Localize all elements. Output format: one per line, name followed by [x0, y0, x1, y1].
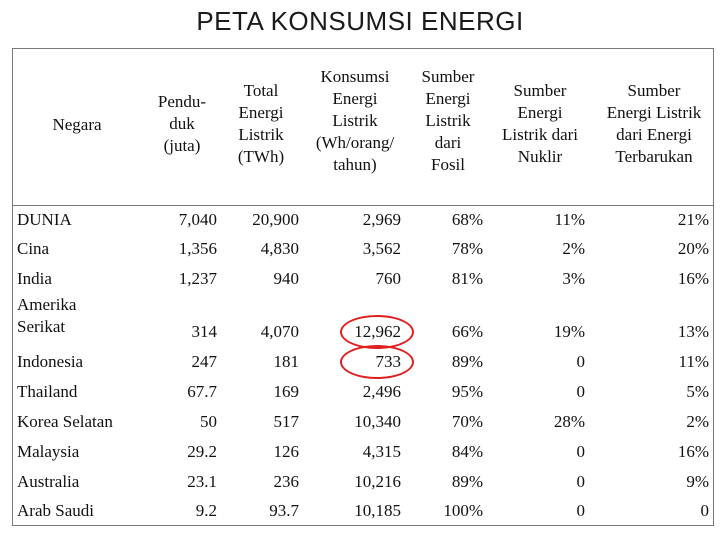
cell-kons: 2,969: [362, 210, 401, 229]
cell-terbarukan: 0: [700, 501, 709, 520]
cell-pop: 314: [191, 322, 217, 341]
cell-pop: 9.2: [195, 501, 217, 520]
cell-nuklir: 0: [576, 352, 585, 371]
cell-nuklir: 0: [576, 382, 585, 401]
cell-terbarukan: 13%: [677, 322, 709, 341]
cell-terbarukan: 2%: [686, 412, 709, 431]
cell-terbarukan: 16%: [677, 442, 709, 461]
cell-total: 236: [273, 472, 299, 491]
highlight-circle-indonesia: [340, 345, 414, 379]
cell-pop: 50: [200, 412, 217, 431]
cell-total: 4,070: [260, 322, 299, 341]
cell-fosil: 84%: [451, 442, 483, 461]
cell-kons: 12,962: [354, 322, 401, 341]
cell-kons: 760: [375, 269, 401, 288]
cell-kons: 733: [375, 352, 401, 371]
cell-fosil: 89%: [451, 472, 483, 491]
cell-kons: 2,496: [362, 382, 401, 401]
cell-fosil: 66%: [451, 322, 483, 341]
header-divider: [13, 205, 713, 206]
cell-nuklir: 0: [576, 472, 585, 491]
cell-fosil: 68%: [451, 210, 483, 229]
cell-country: Australia: [17, 472, 80, 491]
cell-country: India: [17, 269, 52, 288]
cell-country: Malaysia: [17, 442, 80, 461]
cell-nuklir: 3%: [562, 269, 585, 288]
cell-total: 4,830: [260, 239, 299, 258]
header-total-energi: Total Energi Listrik (TWh): [237, 81, 285, 166]
header-negara: Negara: [52, 115, 102, 134]
cell-terbarukan: 21%: [677, 210, 709, 229]
cell-kons: 10,340: [354, 412, 401, 431]
cell-nuklir: 0: [576, 501, 585, 520]
header-nuklir: Sumber Energi Listrik dari Nuklir: [501, 81, 578, 166]
cell-terbarukan: 9%: [686, 472, 709, 491]
cell-country: Arab Saudi: [17, 501, 94, 520]
cell-fosil: 95%: [451, 382, 483, 401]
cell-total: 169: [273, 382, 299, 401]
cell-country: Korea Selatan: [17, 412, 113, 431]
cell-pop: 29.2: [187, 442, 217, 461]
cell-nuklir: 0: [576, 442, 585, 461]
cell-country: Indonesia: [17, 352, 84, 371]
cell-pop: 1,356: [178, 239, 217, 258]
cell-country: Thailand: [17, 382, 78, 401]
page-title: PETA KONSUMSI ENERGI: [196, 6, 524, 36]
cell-fosil: 100%: [443, 501, 483, 520]
cell-terbarukan: 5%: [686, 382, 709, 401]
cell-terbarukan: 11%: [678, 352, 709, 371]
cell-pop: 247: [191, 352, 217, 371]
highlight-circle-amerika: [340, 315, 414, 349]
cell-nuklir: 11%: [554, 210, 585, 229]
energy-table: [12, 48, 714, 526]
cell-kons: 10,185: [354, 501, 401, 520]
header-penduduk: Pendu- duk (juta): [157, 92, 207, 155]
cell-kons: 4,315: [362, 442, 401, 461]
cell-nuklir: 19%: [553, 322, 585, 341]
cell-total: 20,900: [252, 210, 299, 229]
cell-total: 126: [273, 442, 299, 461]
cell-kons: 10,216: [354, 472, 401, 491]
cell-pop: 1,237: [178, 269, 217, 288]
cell-fosil: 78%: [451, 239, 483, 258]
cell-total: 517: [273, 412, 299, 431]
cell-terbarukan: 20%: [677, 239, 709, 258]
header-konsumsi: Konsumsi Energi Listrik (Wh/orang/ tahun): [315, 67, 395, 174]
cell-pop: 67.7: [187, 382, 217, 401]
cell-nuklir: 28%: [553, 412, 585, 431]
cell-pop: 23.1: [187, 472, 217, 491]
cell-fosil: 70%: [451, 412, 483, 431]
cell-country: Cina: [17, 239, 50, 258]
cell-fosil: 89%: [451, 352, 483, 371]
cell-country: Amerika Serikat: [17, 295, 77, 336]
header-terbarukan: Sumber Energi Listrik dari Energi Terbarukan: [606, 81, 702, 166]
cell-terbarukan: 16%: [677, 269, 709, 288]
cell-fosil: 81%: [451, 269, 483, 288]
cell-total: 93.7: [269, 501, 299, 520]
cell-pop: 7,040: [178, 210, 217, 229]
cell-country: DUNIA: [17, 210, 72, 229]
cell-total: 181: [273, 352, 299, 371]
cell-kons: 3,562: [362, 239, 401, 258]
cell-nuklir: 2%: [562, 239, 585, 258]
header-fosil: Sumber Energi Listrik dari Fosil: [421, 67, 475, 174]
cell-total: 940: [273, 269, 299, 288]
